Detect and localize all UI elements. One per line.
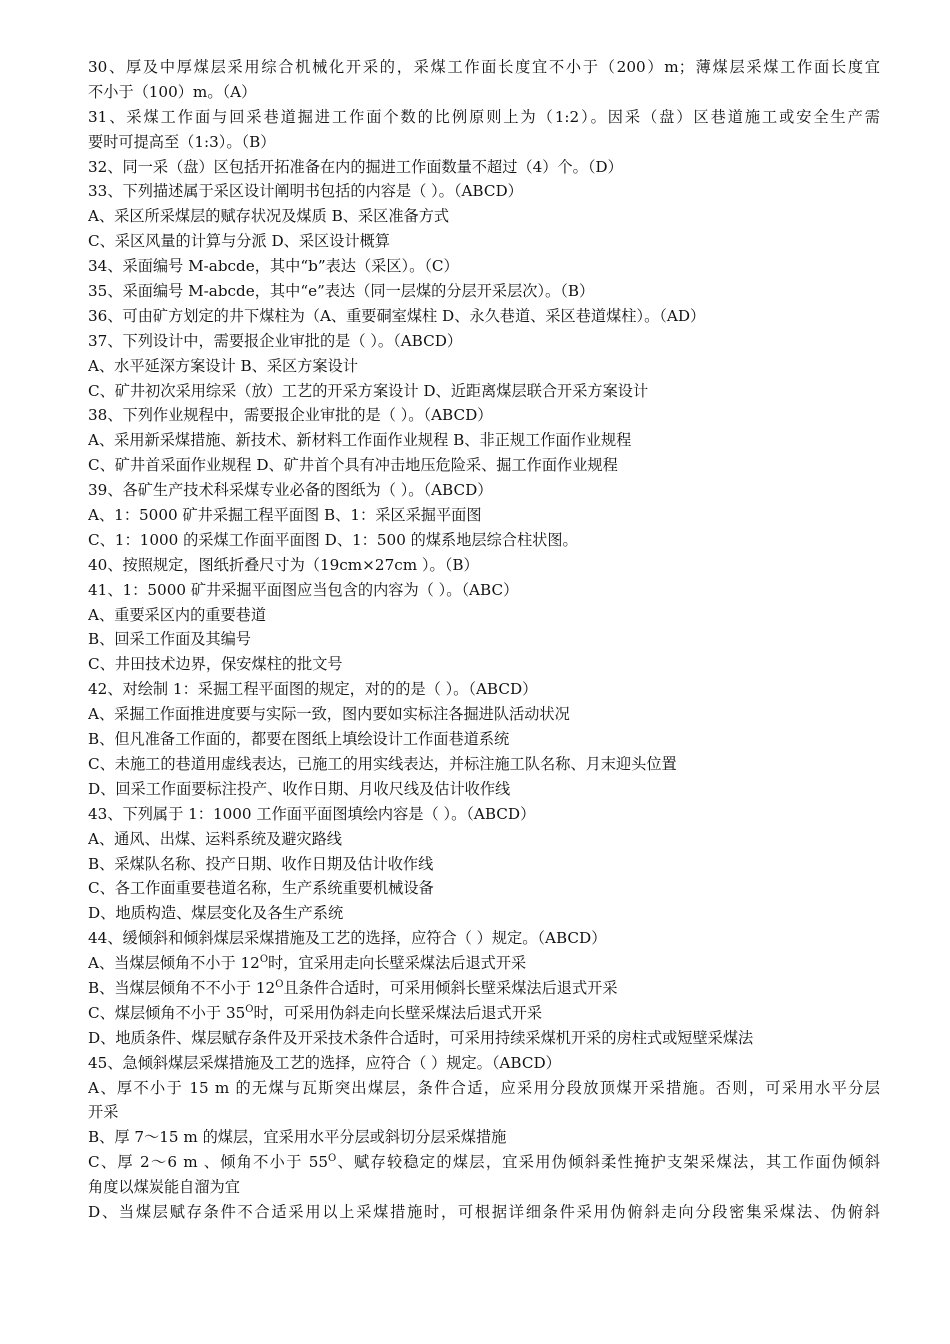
degree-superscript: O: [245, 1003, 254, 1015]
line-text: C、矿井初次采用综采（放）工艺的开采方案设计 D、近距离煤层联合开采方案设计: [88, 381, 649, 400]
text-line: [88, 279, 880, 304]
text-line: [88, 702, 880, 727]
degree-superscript: O: [259, 954, 269, 966]
line-text: 44、缓倾斜和倾斜煤层采煤措施及工艺的选择，应符合（ ）规定。（ABCD）: [88, 929, 607, 948]
text-line: [88, 1200, 880, 1225]
text-line: [88, 354, 880, 379]
line-text: D、地质构造、煤层变化及各生产系统: [88, 904, 344, 923]
text-line: [88, 1175, 880, 1200]
line-text: 32、同一采（盘）区包括开拓准备在内的掘进工作面数量不超过（4）个。（D）: [88, 157, 623, 176]
text-line: [88, 802, 880, 827]
text-line: [88, 777, 880, 802]
line-text: 34、采面编号 M-abcde，其中“b”表达（采区）。（C）: [88, 257, 459, 276]
line-text: A、采区所采煤层的赋存状况及煤质 B、采区准备方式: [88, 207, 450, 226]
line-text-after: 、赋存较稳定的煤层，宜采用伪倾斜柔性掩护支架采煤法，其工作面伪倾斜: [336, 1153, 880, 1172]
line-text: B、厚 7～15 m 的煤层，宜采用水平分层或斜切分层采煤措施: [88, 1128, 507, 1147]
line-text: 42、对绘制 1：采掘工程平面图的规定，对的的是（ ）。（ABCD）: [88, 680, 538, 699]
line-text: C、矿井首采面作业规程 D、矿井首个具有冲击地压危险采、掘工作面作业规程: [88, 456, 618, 475]
text-line: [88, 677, 880, 702]
line-text: 33、下列描述属于采区设计阐明书包括的内容是（ ）。（ABCD）: [88, 182, 523, 201]
text-line: [88, 852, 880, 877]
line-text: B、当煤层倾角不不小于 12: [88, 978, 276, 997]
text-line: [88, 603, 880, 628]
text-line: [88, 951, 880, 976]
line-text-after: 时，宜采用走向长壁采煤法后退式开采: [268, 954, 527, 973]
line-text: 开采: [88, 1103, 119, 1122]
line-text: A、采用新采煤措施、新技术、新材料工作面作业规程 B、非正规工作面作业规程: [88, 431, 632, 450]
line-text: A、重要采区内的重要巷道: [88, 605, 267, 624]
text-line: [88, 727, 880, 752]
line-text: D、当煤层赋存条件不合适采用以上采煤措施时，可根据详细条件采用伪俯斜走向分段密集采煤法、伪俯斜: [88, 1202, 880, 1221]
line-text: C、未施工的巷道用虚线表达，已施工的用实线表达，并标注施工队名称、月末迎头位置: [88, 754, 677, 773]
text-line: [88, 926, 880, 951]
line-text: A、采掘工作面推进度要与实际一致，图内要如实标注各掘进队活动状况: [88, 705, 570, 724]
line-text: C、井田技术边界，保安煤柱的批文号: [88, 655, 343, 674]
line-text: 36、可由矿方划定的井下煤柱为（A、重要硐室煤柱 D、永久巷道、采区巷道煤柱）。（AD）: [88, 306, 706, 325]
line-text: D、地质条件、煤层赋存条件及开采技术条件合适时，可采用持续采煤机开采的房柱式或短壁采煤法: [88, 1028, 754, 1047]
line-text: 角度以煤炭能自溜为宜: [88, 1178, 240, 1197]
line-text: 31、采煤工作面与回采巷道掘进工作面个数的比例原则上为（1:2）。因采（盘）区巷道施工或安全生产需: [88, 107, 880, 126]
line-text: 要时可提高至（1:3）。（B）: [88, 132, 276, 151]
line-text: A、通风、出煤、运料系统及避灾路线: [88, 829, 342, 848]
text-line: [88, 901, 880, 926]
line-text: A、厚不小于 15 m 的无煤与瓦斯突出煤层，条件合适，应采用分段放顶煤开采措施。否则，可采用水平分层: [88, 1078, 880, 1097]
text-line: [88, 403, 880, 428]
text-line: [88, 627, 880, 652]
text-line: [88, 652, 880, 677]
text-line: [88, 503, 880, 528]
document-page: [88, 55, 880, 1225]
text-line: [88, 229, 880, 254]
text-line: [88, 1150, 880, 1175]
line-text: C、1：1000 的采煤工作面平面图 D、1：500 的煤系地层综合柱状图。: [88, 530, 578, 549]
line-text: 41、1：5000 矿井采掘平面图应当包含的内容为（ ）。（ABC）: [88, 580, 519, 599]
line-text: 37、下列设计中，需要报企业审批的是（ ）。（ABCD）: [88, 331, 463, 350]
text-line: [88, 1026, 880, 1051]
text-line: [88, 827, 880, 852]
text-line: [88, 1076, 880, 1101]
line-text: 38、下列作业规程中，需要报企业审批的是（ ）。（ABCD）: [88, 406, 493, 425]
text-line: [88, 752, 880, 777]
line-text: A、当煤层倾角不小于 12: [88, 954, 260, 973]
line-text: 45、急倾斜煤层采煤措施及工艺的选择，应符合（ ）规定。（ABCD）: [88, 1053, 561, 1072]
text-line: [88, 428, 880, 453]
line-text: 30、厚及中厚煤层采用综合机械化开采的，采煤工作面长度宜不小于（200）m；薄煤层采煤工作面长度宜: [88, 58, 880, 76]
text-line: [88, 976, 880, 1001]
line-text: B、采煤队名称、投产日期、收作日期及估计收作线: [88, 854, 434, 873]
text-line: [88, 578, 880, 603]
line-text: 40、按照规定，图纸折叠尺寸为（19cm×27cm ）。（B）: [88, 555, 479, 574]
text-line: [88, 80, 880, 105]
line-text: C、采区风量的计算与分派 D、采区设计概算: [88, 232, 390, 251]
line-text: 35、采面编号 M-abcde，其中“e”表达（同一层煤的分层开采层次）。（B）: [88, 282, 595, 301]
text-line: [88, 155, 880, 180]
text-line: [88, 379, 880, 404]
line-text: B、回采工作面及其编号: [88, 630, 252, 649]
line-text: A、1：5000 矿井采掘工程平面图 B、1：采区采掘平面图: [88, 506, 482, 525]
text-line: [88, 1001, 880, 1026]
text-line: [88, 478, 880, 503]
degree-superscript: O: [328, 1153, 337, 1165]
line-text: 不小于（100）m。（A）: [88, 82, 257, 101]
text-line: [88, 329, 880, 354]
text-line: [88, 1100, 880, 1125]
text-line: [88, 179, 880, 204]
line-text: C、煤层倾角不小于 35: [88, 1003, 246, 1022]
text-line: [88, 553, 880, 578]
text-line: [88, 105, 880, 130]
text-line: [88, 254, 880, 279]
text-line: [88, 1051, 880, 1076]
text-line: [88, 204, 880, 229]
text-line: [88, 130, 880, 155]
line-text: C、各工作面重要巷道名称，生产系统重要机械设备: [88, 879, 434, 898]
line-text: B、但凡准备工作面的，都要在图纸上填绘设计工作面巷道系统: [88, 730, 510, 749]
line-text: D、回采工作面要标注投产、收作日期、月收尺线及估计收作线: [88, 779, 511, 798]
text-line: [88, 55, 880, 80]
line-text: 43、下列属于 1：1000 工作面平面图填绘内容是（ ）。（ABCD）: [88, 804, 536, 823]
degree-superscript: O: [275, 978, 284, 990]
line-text-after: 且条件合适时，可采用倾斜长壁采煤法后退式开采: [283, 978, 618, 997]
text-line: [88, 528, 880, 553]
line-text: 39、各矿生产技术科采煤专业必备的图纸为（ ）。（ABCD）: [88, 481, 493, 500]
line-text: C、厚 2～6 m 、倾角不小于 55: [88, 1153, 329, 1172]
text-line: [88, 304, 880, 329]
text-line: [88, 453, 880, 478]
text-line: [88, 1125, 880, 1150]
line-text-after: 时，可采用伪斜走向长壁采煤法后退式开采: [253, 1003, 543, 1022]
line-text: A、水平延深方案设计 B、采区方案设计: [88, 356, 358, 375]
text-line: [88, 876, 880, 901]
